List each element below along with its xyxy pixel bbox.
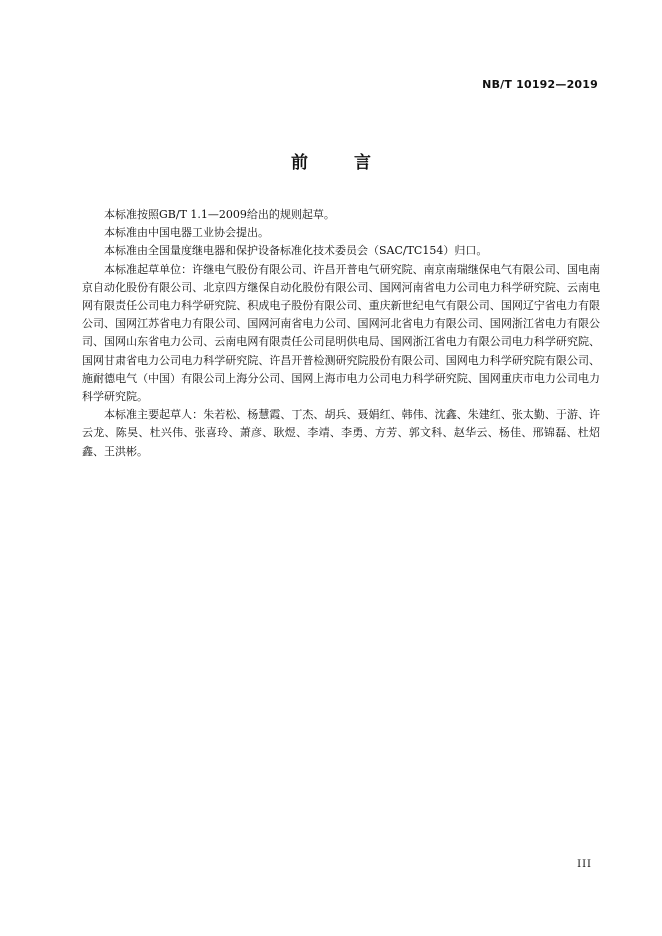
page-title: 前 言 — [291, 153, 391, 173]
page-number: III — [577, 859, 592, 870]
paragraph-committee: 本标准由全国量度继电器和保护设备标准化技术委员会（SAC/TC154）归口。 — [104, 244, 488, 258]
paragraph-proposer: 本标准由中国电器工业协会提出。 — [104, 226, 269, 240]
paragraph-drafting-units: 本标准起草单位：许继电气股份有限公司、许昌开普电气研究院、南京南瑞继保电气有限公司、国电南京自动化股份有限公司、北京四方继保自动化股份有限公司、国网河南省电力公司电力科学研究院、云南电网有限责任公司电力科学研究院、积成电子股份有限公司、重庆新世纪电气有限公司、国网辽宁省电力有限公司、国网江苏省电力有限公司、国网河南省电力公司、国网河北省电力有限公司、国网浙江省电力有限公司、国网山东省电力公司、云南电网有限责任公司昆明供电局、国网浙江省电力有限公司电力科学研究院、国网甘肃省电力公司电力科学研究院、许昌开普检测研究院股份有限公司、国网电力科学研究院有限公司、施耐德电气（中国）有限公司上海分公司、国网上海市电力公司电力科学研究院、国网重庆市电力公司电力科学研究院。 — [82, 262, 600, 404]
paragraph-drafters: 本标准主要起草人：朱若松、杨慧霞、丁杰、胡兵、聂娟红、韩伟、沈鑫、朱建红、张太勤、于游、许云龙、陈昊、杜兴伟、张喜玲、萧彦、耿煜、李靖、李勇、方芳、郭文科、赵华云、杨佳、邢锦磊、杜炤鑫、王洪彬。 — [82, 408, 600, 458]
preface-body — [82, 206, 600, 461]
standard-code: NB/T 10192—2019 — [482, 78, 598, 91]
paragraph-drafting-rules: 本标准按照GB/T 1.1—2009给出的规则起草。 — [104, 208, 335, 221]
